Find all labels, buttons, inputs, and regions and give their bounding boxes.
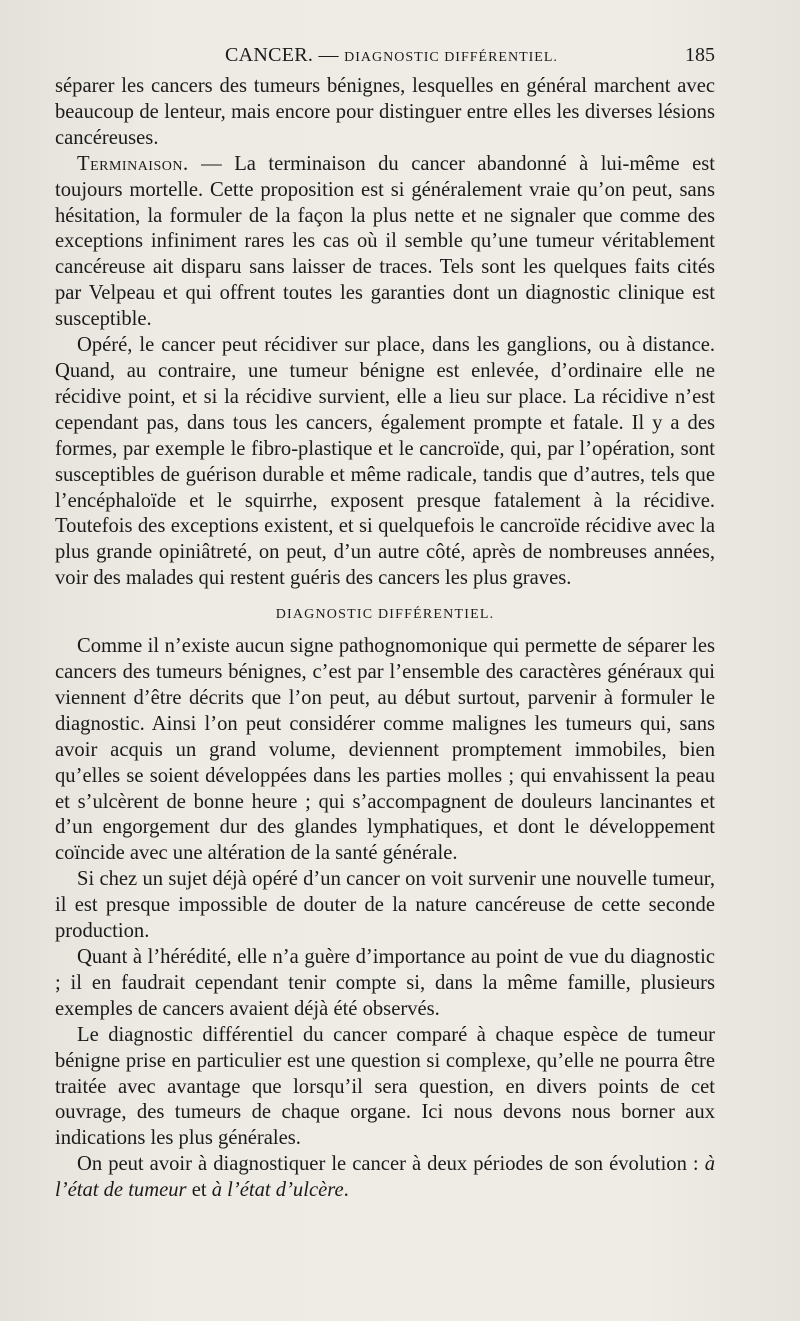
paragraph-diagnostic: Comme il n’existe aucun signe pathognomonique qui permette de séparer les cancers des tumeurs bénignes, c’est par l’ensemble des caractères généraux qui viennent d’être décrits que l’on peut, au début surtout, parvenir à formuler le diagnostic. Ainsi l’on peut considérer comme malignes les tumeurs qui, sans avoir acquis un grand volume, deviennent promptement immobiles, bien qu’elles se soient développées dans les parties molles ; qui envahissent la peau et s’ulcèrent de bonne heure ; qui s’accompagnent de douleurs lancinantes et d’un engorgement dur des glandes lymphatiques, et dont le développement coïncide avec une altération de la santé générale. — [55, 635, 715, 865]
paragraph-terminaison — [55, 152, 715, 333]
paragraph-continuation: séparer les cancers des tumeurs bénignes, lesquelles en général marchent avec beaucoup de lenteur, mais encore pour distinguer entre elles les diverses lésions cancéreuses. — [55, 75, 715, 149]
paragraph-heredite: Quant à l’hérédité, elle n’a guère d’importance au point de vue du diagnostic ; il en faudrait cependant tenir compte si, dans la même famille, plusieurs exemples de cancers avaient déjà été observés. — [55, 946, 715, 1020]
running-title-sep: — — [313, 44, 345, 66]
section-title: DIAGNOSTIC DIFFÉRENTIEL. — [275, 607, 495, 623]
paragraph-recidive: Opéré, le cancer peut récidiver sur place, dans les ganglions, ou à distance. Quand, au contraire, une tumeur bénigne est enlevée, d’ordinaire elle ne récidive point, et si la récidive survient, elle a lieu sur place. La récidive n’est cependant pas, dans tous les cancers, également prompte et fatale. Il y a des formes, par exemple le fibro-plastique et le cancroïde, qui, par l’opération, sont susceptibles de guérison durable et même radicale, tandis que d’autres, tels que l’encéphaloïde et le squirrhe, exposent presque fatalement à la récidive. Toutefois des exceptions existent, et si quelquefois le cancroïde récidive avec la plus grande opiniâtreté, on peut, d’un autre côté, après de nombreuses années, voir des malades qui restent guéris des cancers les plus graves. — [55, 334, 715, 590]
page-body — [55, 74, 715, 1204]
running-title — [225, 44, 558, 67]
paragraph-diagnostic-differentiel: Le diagnostic différentiel du cancer comparé à chaque espèce de tumeur bénigne prise en particulier est une question si complexe, qu’elle ne pourra être traitée avec avantage que lorsqu’il sera question, en divers points de cet ouvrage, des tumeurs de chaque organe. Ici nous devons nous borner aux indications les plus générales. — [55, 1023, 715, 1150]
paragraph-periodes — [55, 1152, 715, 1204]
paragraph-nouvelle-tumeur: Si chez un sujet déjà opéré d’un cancer on voit survenir une nouvelle tumeur, il est presque impossible de douter de la nature cancéreuse de cette seconde production. — [55, 868, 715, 943]
paragraph-text-end: . — [343, 1179, 349, 1202]
emphasis-tumeur: à l’état de tumeur — [55, 1153, 715, 1202]
page-header — [55, 40, 715, 72]
paragraph-text: — La terminaison du cancer abandonné à lui-même est toujours mortelle. Cette proposition est si généralement vraie qu’on peut, sans hésitation, la formuler de la façon la plus nette et ne signaler que comme des exceptions infiniment rares les cas où il semble qu’une tumeur véritablement cancéreuse ait disparu sans laisser de traces. Tels sont les quelques faits cités par Velpeau et qui offrent toutes les garanties dont un diagnostic clinique est susceptible. — [55, 152, 715, 331]
running-title-sub: DIAGNOSTIC DIFFÉRENTIEL. — [344, 50, 558, 65]
paragraph-text-mid: et — [186, 1179, 212, 1202]
emphasis-ulcere: à l’état d’ulcère — [211, 1179, 344, 1202]
running-title-main: CANCER. — [225, 44, 314, 66]
page-number: 185 — [685, 44, 715, 66]
paragraph-text: On peut avoir à diagnostiquer le cancer à deux périodes de son évolution : — [77, 1153, 705, 1176]
paragraph-label: Terminaison. — [77, 152, 189, 175]
